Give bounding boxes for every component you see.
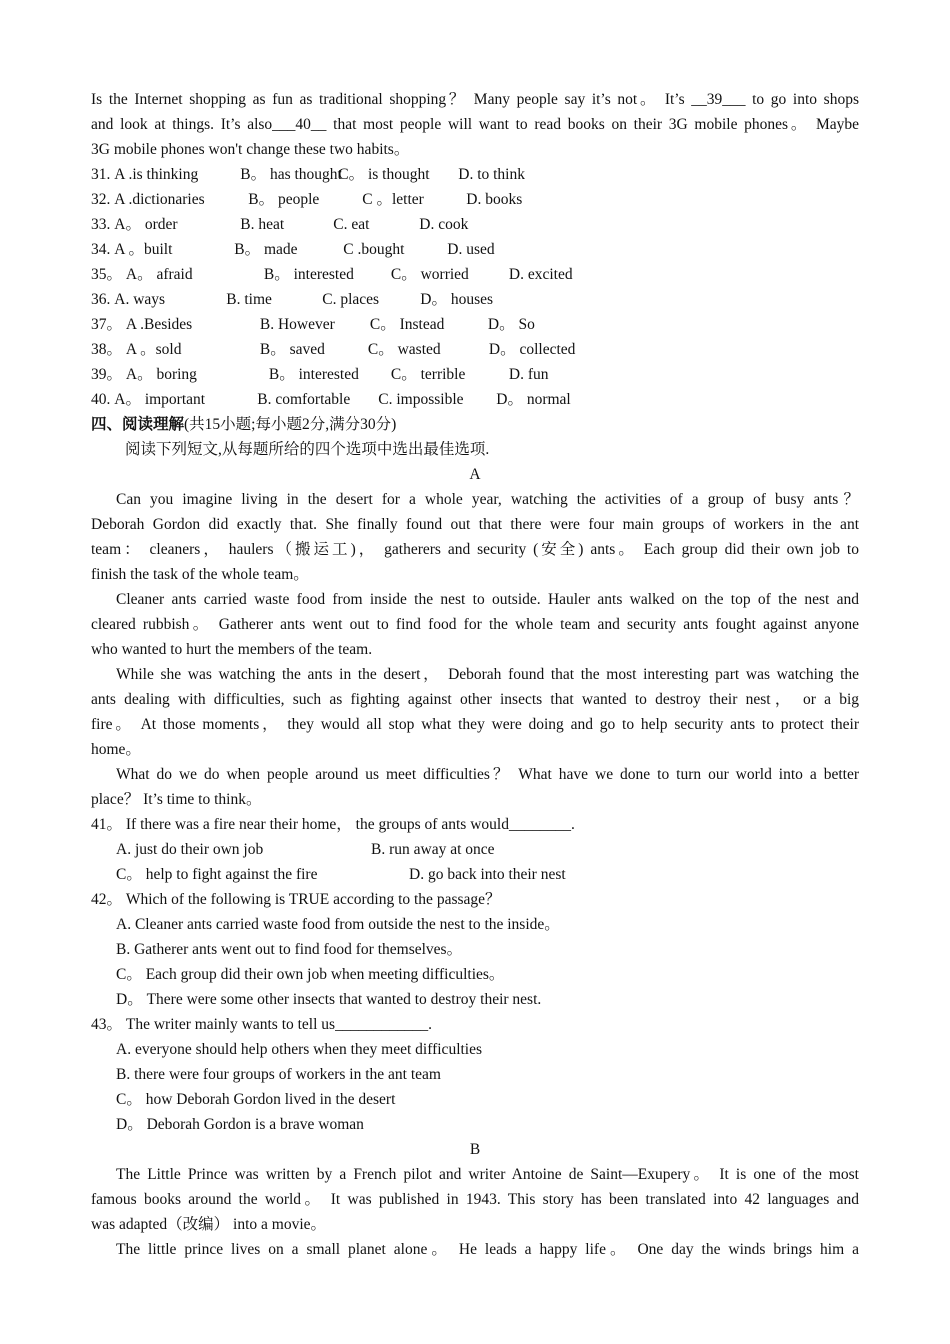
- section-4-score-note: (共15小题;每小题2分,满分30分): [184, 416, 397, 433]
- question-number: 36.: [91, 291, 115, 308]
- answer-option-b: B。 people: [248, 191, 320, 208]
- passage-a-line: home。: [91, 741, 141, 758]
- answer-option-b: B。 interested: [268, 366, 359, 383]
- cloze-question-row: [91, 187, 859, 212]
- answer-option-c: C. places: [322, 291, 380, 308]
- question-number: 39。: [91, 366, 126, 383]
- question-41-option-c: C。 help to fight against the fire: [116, 866, 318, 883]
- passage-a-line: cleared rubbish。 Gatherer ants went out to find food for the whole team and security ants fought against anyone: [91, 616, 859, 633]
- answer-option-b: B. comfortable: [257, 391, 351, 408]
- question-number: 40.: [91, 391, 115, 408]
- answer-option-d: D. excited: [508, 266, 573, 283]
- answer-option-d: D. books: [466, 191, 523, 208]
- passage-a-line: team： cleaners， haulers（搬运工)， gatherers and security (安全) ants。 Each group did their own job to: [91, 541, 859, 558]
- section-4-heading: [91, 412, 859, 437]
- answer-option-d: D. to think: [458, 166, 525, 183]
- answer-option-c: C。 terrible: [390, 366, 466, 383]
- cloze-question-row: [91, 312, 859, 337]
- passage-a-line: Cleaner ants carried waste food from inside the nest to outside. Hauler ants walked on the top of the nest and: [116, 591, 859, 608]
- answer-option-d: D。 So: [487, 316, 535, 333]
- question-number: 37。: [91, 316, 126, 333]
- question-42-option-c: C。 Each group did their own job when meeting difficulties。: [116, 966, 505, 983]
- answer-option-a: A. ways: [114, 291, 166, 308]
- answer-option-c: C。 wasted: [367, 341, 441, 358]
- answer-option-b: B。 interested: [263, 266, 354, 283]
- cloze-question-row: [91, 387, 859, 412]
- answer-option-c: C. eat: [333, 216, 370, 233]
- question-42-option-d: D。 There were some other insects that wanted to destroy their nest.: [116, 991, 542, 1008]
- answer-option-d: D。 houses: [420, 291, 494, 308]
- question-42-option-b: B. Gatherer ants went out to find food for themselves。: [116, 941, 463, 958]
- answer-option-d: D. used: [447, 241, 495, 258]
- question-42-option-a: A. Cleaner ants carried waste food from outside the nest to the inside。: [116, 916, 560, 933]
- section-4-instruction: 阅读下列短文,从每题所给的四个选项中选出最佳选项.: [125, 441, 490, 458]
- question-43-option-b: B. there were four groups of workers in the ant team: [116, 1066, 441, 1083]
- answer-option-b: B。 saved: [259, 341, 325, 358]
- cloze-question-row: [91, 162, 859, 187]
- answer-option-c: C。 worried: [390, 266, 469, 283]
- question-42-stem: 42。 Which of the following is TRUE according to the passage？: [91, 891, 501, 908]
- answer-option-a: A。 boring: [125, 366, 197, 383]
- passage-b-line: was adapted（改编） into a movie。: [91, 1216, 327, 1233]
- cloze-question-list: [91, 162, 859, 412]
- answer-option-b: B. heat: [240, 216, 285, 233]
- cloze-question-row: [91, 262, 859, 287]
- answer-option-c: C。 is thought: [338, 166, 430, 183]
- passage-a-line: who wanted to hurt the members of the team.: [91, 641, 373, 658]
- answer-option-c: C。 Instead: [369, 316, 445, 333]
- section-4-title: 四、阅读理解: [91, 416, 185, 433]
- answer-option-b: B. time: [226, 291, 272, 308]
- answer-option-b: B。 has thought: [240, 166, 342, 183]
- question-number: 33.: [91, 216, 115, 233]
- answer-option-a: A 。built: [114, 241, 173, 258]
- answer-option-a: A .is thinking: [114, 166, 199, 183]
- exam-page: [91, 87, 859, 1262]
- question-number: 35。: [91, 266, 126, 283]
- answer-option-a: A 。sold: [125, 341, 182, 358]
- answer-option-a: A。 order: [114, 216, 178, 233]
- answer-option-d: D. cook: [419, 216, 469, 233]
- answer-option-a: A .dictionaries: [114, 191, 205, 208]
- intro-line-1: Is the Internet shopping as fun as traditional shopping？ Many people say it’s not。 It’s __39___ to go into shops: [91, 91, 859, 108]
- passage-a-line: place？ It’s time to think。: [91, 791, 262, 808]
- passage-a-line: Can you imagine living in the desert for a whole year, watching the activities of a group of busy ants？: [116, 491, 859, 508]
- question-number: 34.: [91, 241, 115, 258]
- answer-option-a: A。 important: [114, 391, 206, 408]
- passage-a-line: What do we do when people around us meet difficulties？ What have we done to turn our world into a better: [116, 766, 859, 783]
- intro-line-2: and look at things. It’s also___40__ that most people will want to read books on their 3G mobile phones。 Maybe: [91, 116, 859, 133]
- answer-option-b: B. However: [259, 316, 335, 333]
- question-41-options-row-1: [91, 837, 859, 862]
- question-41-stem: 41。 If there was a fire near their home， the groups of ants would________.: [91, 816, 575, 833]
- answer-option-c: C. impossible: [378, 391, 464, 408]
- passage-b-line: The little prince lives on a small planet alone。 He leads a happy life。 One day the winds brings him a: [116, 1241, 859, 1258]
- passage-a-label: A: [469, 466, 481, 483]
- passage-b-label: B: [469, 1141, 481, 1158]
- cloze-question-row: [91, 237, 859, 262]
- question-43-option-a: A. everyone should help others when they meet difficulties: [116, 1041, 483, 1058]
- question-41-option-b: B. run away at once: [371, 841, 495, 858]
- question-43-option-c: C。 how Deborah Gordon lived in the desert: [116, 1091, 396, 1108]
- answer-option-c: C .bought: [343, 241, 405, 258]
- passage-a-line: While she was watching the ants in the desert， Deborah found that the most interesting part was watching the: [116, 666, 859, 683]
- cloze-question-row: [91, 337, 859, 362]
- question-number: 32.: [91, 191, 115, 208]
- answer-option-a: A。 afraid: [125, 266, 193, 283]
- cloze-question-row: [91, 362, 859, 387]
- passage-a-line: Deborah Gordon did exactly that. She finally found out that there were four main groups of workers in the ant: [91, 516, 859, 533]
- answer-option-d: D。 collected: [488, 341, 576, 358]
- intro-line-3: 3G mobile phones won't change these two habits。: [91, 141, 410, 158]
- answer-option-c: C 。letter: [362, 191, 424, 208]
- question-43-stem: 43。 The writer mainly wants to tell us____________.: [91, 1016, 432, 1033]
- question-number: 38。: [91, 341, 126, 358]
- passage-a-line: finish the task of the whole team。: [91, 566, 309, 583]
- question-43-option-d: D。 Deborah Gordon is a brave woman: [116, 1116, 364, 1133]
- question-41-option-d: D. go back into their nest: [409, 866, 566, 883]
- cloze-question-row: [91, 212, 859, 237]
- passage-a-line: fire。 At those moments， they would all stop what they were doing and go to help security ants to protect their: [91, 716, 859, 733]
- passage-b-line: The Little Prince was written by a French pilot and writer Antoine de Saint—Exupery。 It is one of the most: [116, 1166, 859, 1183]
- cloze-question-row: [91, 287, 859, 312]
- question-41-options-row-2: [91, 862, 859, 887]
- passage-b-line: famous books around the world。 It was published in 1943. This story has been translated into 42 languages and: [91, 1191, 859, 1208]
- answer-option-d: D. fun: [508, 366, 549, 383]
- answer-option-a: A .Besides: [125, 316, 193, 333]
- passage-a-line: ants dealing with difficulties, such as fighting against other insects that wanted to destroy their nest， or a big: [91, 691, 859, 708]
- answer-option-b: B。 made: [234, 241, 298, 258]
- question-number: 31.: [91, 166, 115, 183]
- question-41-option-a: A. just do their own job: [116, 841, 264, 858]
- answer-option-d: D。 normal: [496, 391, 571, 408]
